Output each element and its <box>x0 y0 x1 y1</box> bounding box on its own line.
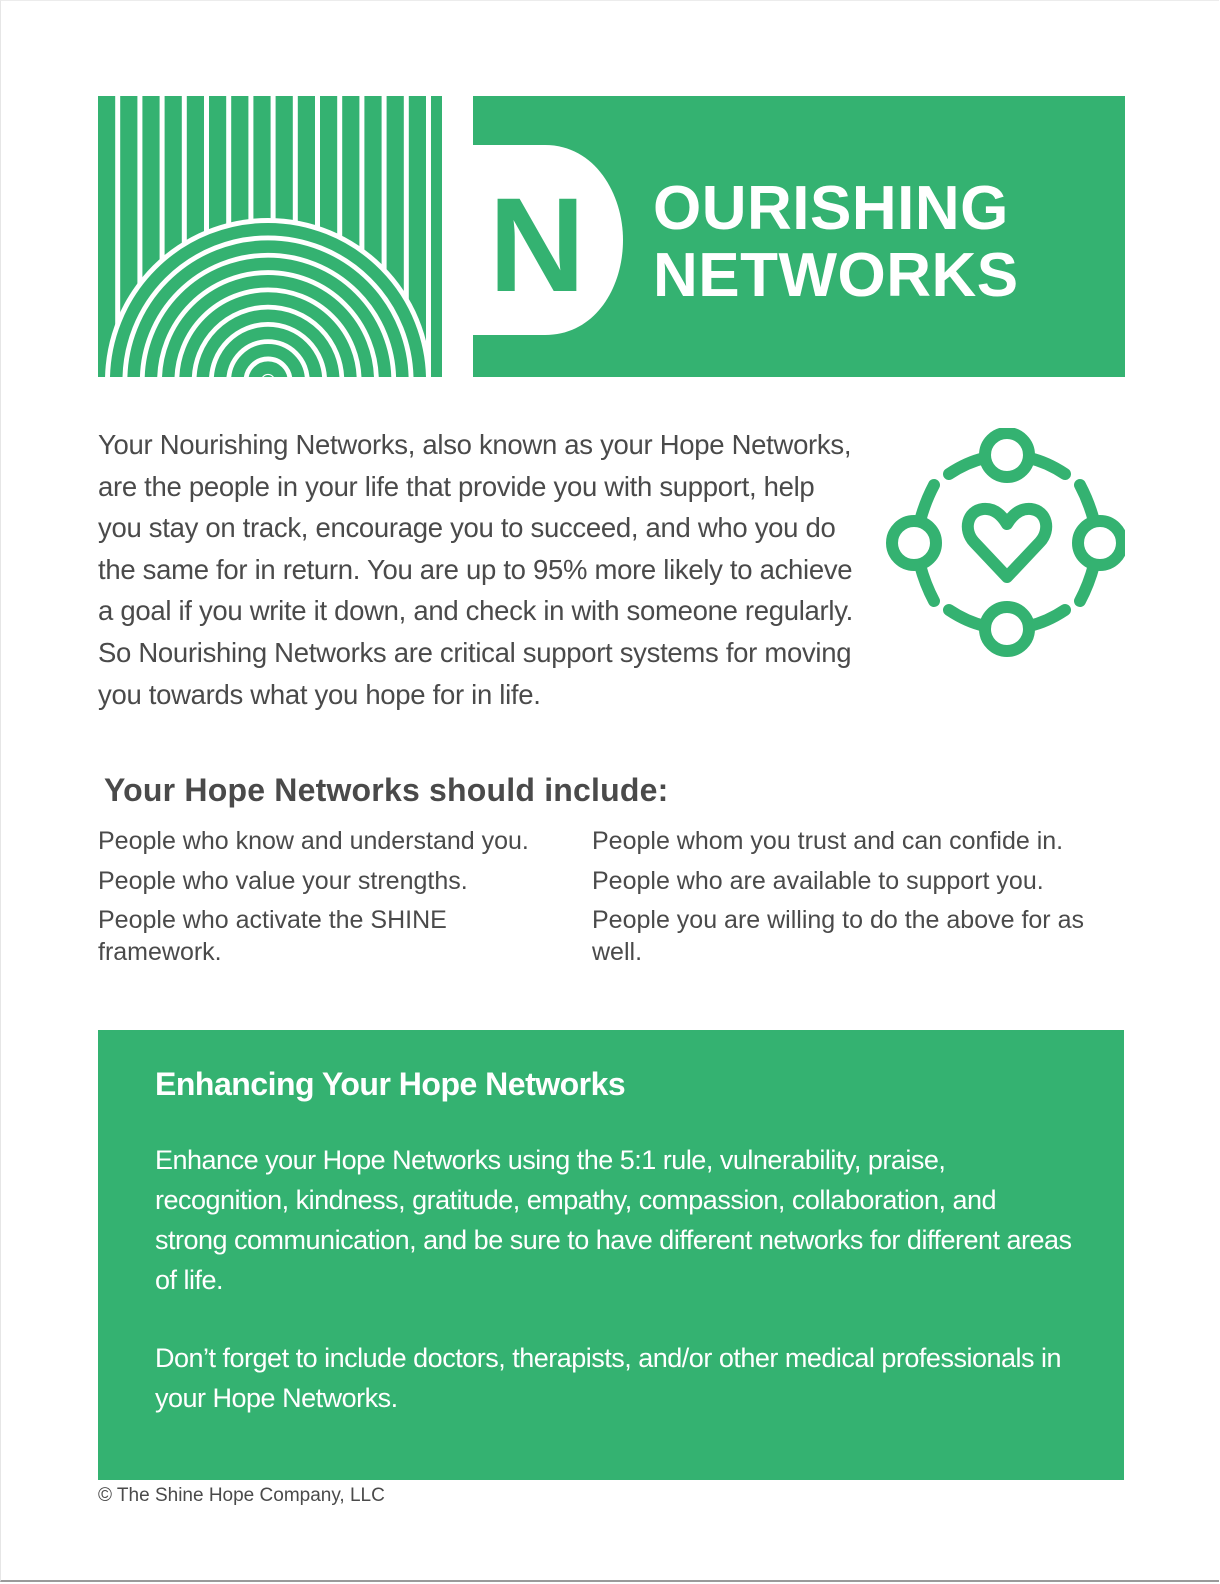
callout-paragraph-2: Don’t forget to include doctors, therapists, and/or other medical professionals in your Hope Networks. <box>155 1343 1062 1413</box>
callout-paragraph-1: Enhance your Hope Networks using the 5:1 rule, vulnerability, praise, recognition, kindness, gratitude, empathy, compassion, collaboration, and strong communication, and be sure to have different networks for different areas of life. <box>155 1145 1072 1295</box>
initial-letter-n: N <box>488 171 586 320</box>
callout-heading: Enhancing Your Hope Networks <box>155 1066 626 1102</box>
list-item: People whom you trust and can confide in. <box>592 827 1064 855</box>
list-item: People you are willing to do the above for as well. <box>592 906 1084 966</box>
title-banner <box>473 96 1125 377</box>
include-list-right <box>592 826 1122 976</box>
copyright-footer: © The Shine Hope Company, LLC <box>98 1485 385 1506</box>
list-item: People who are available to support you. <box>592 866 1044 895</box>
list-item: People who activate the SHINE framework. <box>98 906 447 966</box>
include-list-left <box>98 826 538 976</box>
d-shape-badge <box>473 96 633 377</box>
network-heart-icon <box>885 428 1125 663</box>
title-line-2: NETWORKS <box>653 241 1019 310</box>
striped-arch-graphic <box>98 96 442 377</box>
list-item: People who value your strengths. <box>98 866 468 895</box>
list-item: People who know and understand you. <box>98 827 529 855</box>
title-line-1: OURISHING <box>653 174 1009 243</box>
include-heading: Your Hope Networks should include: <box>104 772 669 808</box>
enhancing-callout-box <box>98 1030 1124 1480</box>
intro-paragraph: Your Nourishing Networks, also known as your Hope Networks, are the people in your life that provide you with support, help you stay on track, encourage you to succeed, and who you do the same for in return. You are up to 95% more likely to achieve a goal if you write it down, and check in with someone regularly. So Nourishing Networks are critical support systems for moving you towards what you hope for in life. <box>98 429 853 710</box>
